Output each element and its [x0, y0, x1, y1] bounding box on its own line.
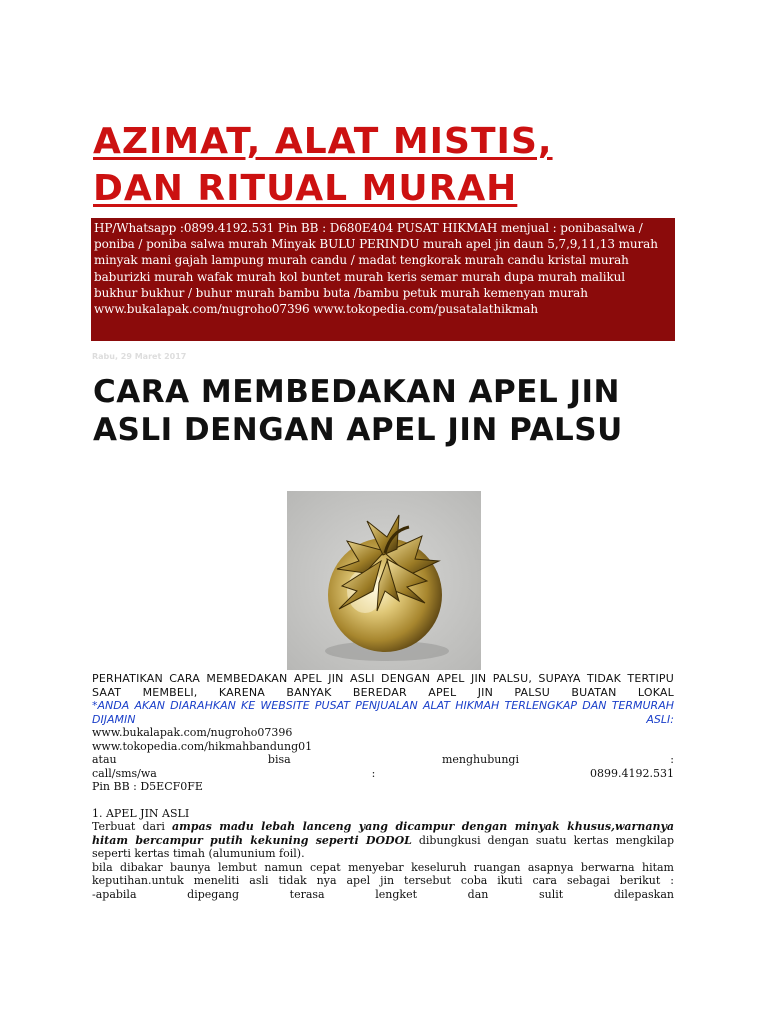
paragraph-emphasis: ampas madu lebah lanceng yang dicampur dengan minyak khusus,warnanya hitam bercampur putih kekuning seperti DODOL: [92, 820, 674, 847]
section-paragraph: [92, 820, 674, 861]
pin-bb: Pin BB : D5ECF0FE: [92, 780, 203, 793]
contact-phone: 0899.4192.531: [590, 766, 674, 780]
post-title: CARA MEMBEDAKAN APEL JIN ASLI DENGAN APEL JIN PALSU: [93, 374, 623, 448]
post-intro: PERHATIKAN CARA MEMBEDAKAN APEL JIN ASLI DENGAN APEL JIN PALSU, SUPAYA TIDAK TERTIPU SAAT MEMBELI, KARENA BANYAK BEREDAR APEL JIN PALSU BUATAN LOKAL: [92, 672, 674, 699]
contact-word: bisa: [267, 753, 291, 766]
contact-line: [92, 753, 674, 767]
blog-description: HP/Whatsapp :0899.4192.531 Pin BB : D680E404 PUSAT HIKMAH menjual : ponibasalwa / poniba / poniba salwa murah Minyak BULU PERINDU murah apel jin daun 5,7,9,11,13 murah minyak mani gajah lampung murah candu / madat tengkorak murah candu kristal murah baburizki murah wafak murah kol buntet murah keris semar murah dupa murah malikul bukhur bukhur / buhur murah bambu buta /bambu petuk murah kemenyan murah www.bukalapak.com/nugroho07396 www.tokopedia.com/pusatalathikmah: [91, 218, 675, 341]
blog-title-line-2[interactable]: DAN RITUAL MURAH: [93, 168, 518, 209]
section-heading: 1. APEL JIN ASLI: [92, 806, 190, 820]
blog-title-line-1[interactable]: AZIMAT, ALAT MISTIS,: [93, 121, 553, 162]
shop-notice: *ANDA AKAN DIARAHKAN KE WEBSITE PUSAT PENJUALAN ALAT HIKMAH TERLENGKAP DAN TERMURAH DIJAMIN ASLI:: [92, 699, 674, 726]
contact-word: menghubungi: [441, 753, 519, 766]
contact-separator: :: [371, 766, 376, 780]
contact-label: call/sms/wa: [92, 766, 157, 780]
paragraph-text: Terbuat dari: [92, 820, 172, 833]
contact-phone-line: [92, 767, 674, 781]
paragraph-text: dibungkusi dengan suatu kertas mengkilap seperti kertas timah (alumunium foil).: [92, 833, 674, 860]
section-paragraph: bila dibakar baunya lembut namun cepat menyebar keseluruh ruangan asapnya berwarna hitam keputihan.untuk meneliti asli tidak nya apel jin tersebut coba ikuti cara sebagai berikut :: [92, 860, 674, 887]
contact-word: atau: [92, 753, 117, 766]
section-paragraph: -apabila dipegang terasa lengket dan sulit dilepaskan: [92, 887, 674, 901]
post-body: [92, 672, 674, 901]
contact-word: :: [670, 753, 674, 766]
gold-apple-jin-photo: [287, 491, 481, 670]
shop-link-bukalapak[interactable]: www.bukalapak.com/nugroho07396: [92, 726, 293, 739]
blog-title[interactable]: [93, 118, 693, 212]
post-date: Rabu, 29 Maret 2017: [92, 352, 187, 361]
apple-jin-image: [287, 491, 481, 670]
shop-link-tokopedia[interactable]: www.tokopedia.com/hikmahbandung01: [92, 739, 313, 753]
